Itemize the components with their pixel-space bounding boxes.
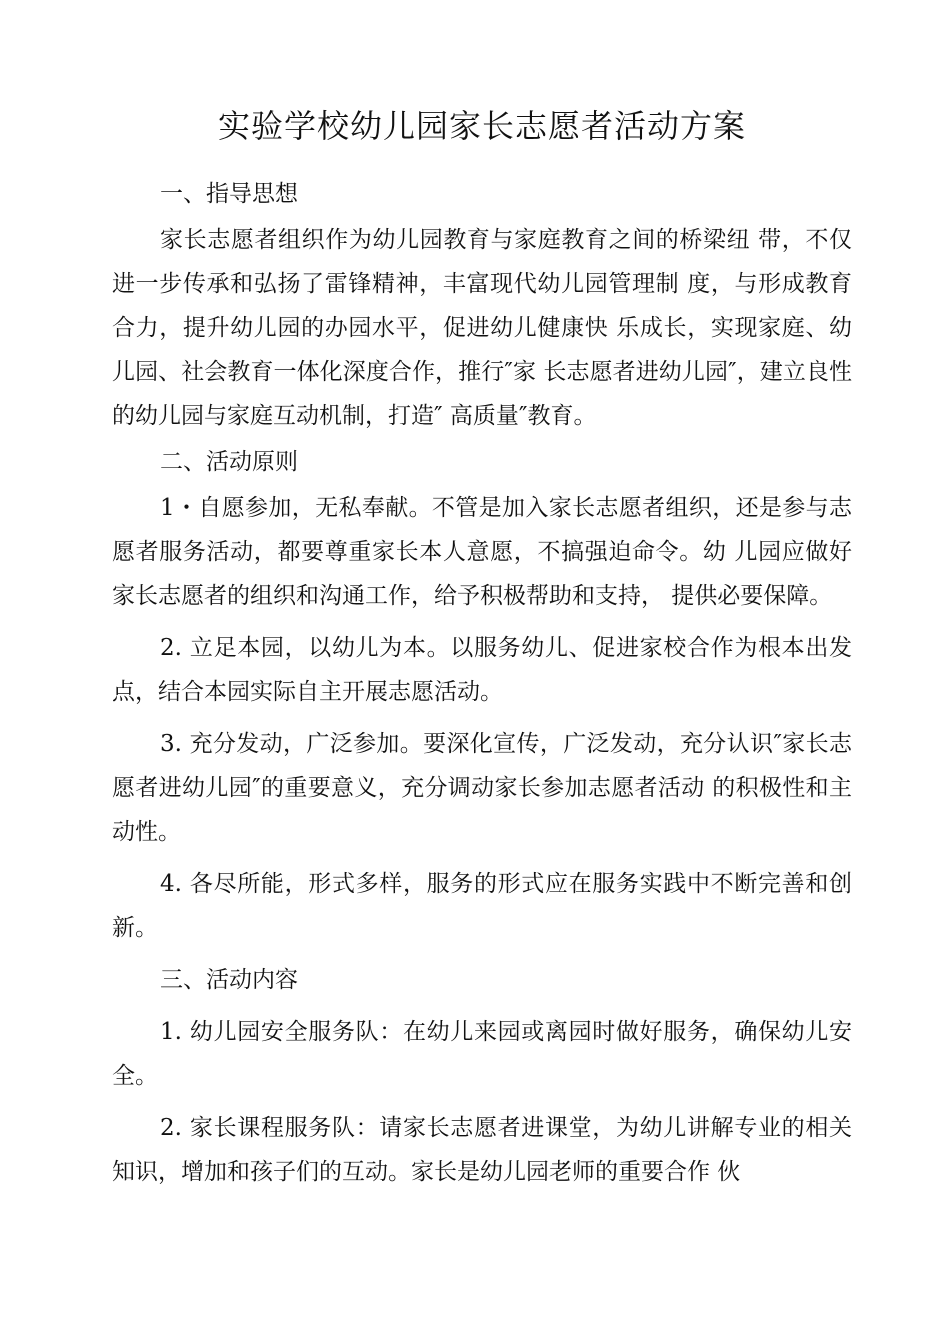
- section-heading-guiding-ideology: 一、指导思想: [160, 181, 298, 207]
- section-heading-content: 三、活动内容: [160, 967, 298, 993]
- paragraph: 3. 充分发动，广泛参加。要深化宣传，广泛发动，充分认识″家长志愿者进幼儿园″的重要意义，充分调动家长参加志愿者活动 的积极性和主动性。: [112, 731, 852, 845]
- section-heading-principles: 二、活动原则: [160, 449, 298, 475]
- paragraph: 2. 立足本园，以幼儿为本。以服务幼儿、促进家校合作为根本出发点，结合本园实际自主开展志愿活动。: [112, 635, 852, 705]
- paragraph: 2. 家长课程服务队：请家长志愿者进课堂，为幼儿讲解专业的相关知识，增加和孩子们的互动。家长是幼儿园老师的重要合作 伙: [112, 1115, 852, 1185]
- paragraph: 4. 各尽所能，形式多样，服务的形式应在服务实践中不断完善和创新。: [112, 871, 852, 941]
- paragraph: 1. 幼儿园安全服务队：在幼儿来园或离园时做好服务，确保幼儿安全。: [112, 1019, 852, 1089]
- paragraph: 1・自愿参加，无私奉献。不管是加入家长志愿者组织，还是参与志愿者服务活动，都要尊重家长本人意愿，不搞强迫命令。幼 儿园应做好家长志愿者的组织和沟通工作，给予积极帮助和支持， 提供必要保障。: [112, 495, 852, 609]
- document-title: 实验学校幼儿园家长志愿者活动方案: [217, 107, 746, 145]
- paragraph: 家长志愿者组织作为幼儿园教育与家庭教育之间的桥梁纽 带，不仅进一步传承和弘扬了雷锋精神，丰富现代幼儿园管理制 度，与形成教育合力，提升幼儿园的办园水平，促进幼儿健康快 乐成长，实现家庭、幼儿园、社会教育一体化深度合作，推行″家 长志愿者进幼儿园″，建立良性的幼儿园与家庭互动机制，打造″ 高质量″教育。: [112, 227, 852, 429]
- document-body: [112, 172, 852, 1194]
